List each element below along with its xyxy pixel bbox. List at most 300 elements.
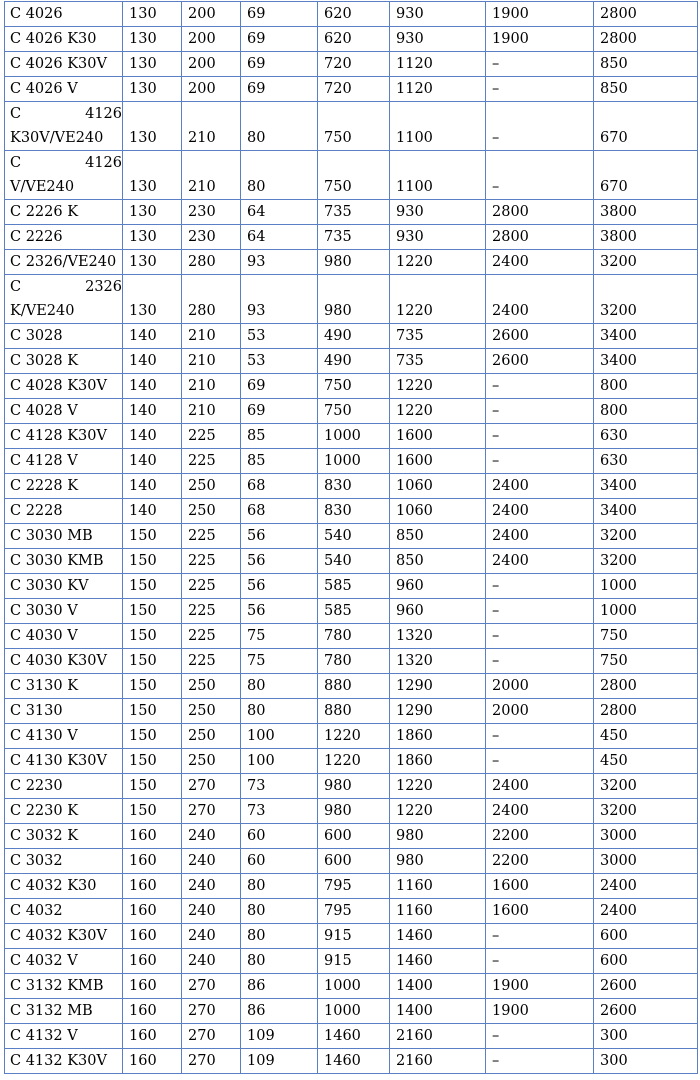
value-cell: 2400 bbox=[486, 499, 594, 524]
value-cell: 2400 bbox=[486, 524, 594, 549]
value-cell: 225 bbox=[182, 574, 241, 599]
value-cell: 270 bbox=[182, 774, 241, 799]
value-cell: 225 bbox=[182, 649, 241, 674]
value-cell: 130 bbox=[123, 27, 182, 52]
designation-cell: C 4126 K30V/VE240 bbox=[5, 102, 123, 151]
value-cell: 930 bbox=[390, 2, 486, 27]
value-cell: 130 bbox=[123, 225, 182, 250]
value-cell: 2160 bbox=[390, 1024, 486, 1049]
value-cell: – bbox=[486, 1049, 594, 1074]
value-cell: 68 bbox=[241, 499, 318, 524]
value-cell: 69 bbox=[241, 374, 318, 399]
value-cell: 735 bbox=[318, 225, 390, 250]
value-cell: 3800 bbox=[594, 225, 698, 250]
designation-cell: C 2226 bbox=[5, 225, 123, 250]
value-cell: 670 bbox=[594, 151, 698, 200]
value-cell: 735 bbox=[390, 349, 486, 374]
value-cell: 225 bbox=[182, 624, 241, 649]
designation-cell: C 3032 bbox=[5, 849, 123, 874]
designation-cell: C 4026 K30 bbox=[5, 27, 123, 52]
value-cell: 160 bbox=[123, 999, 182, 1024]
designation-cell: C 3030 KV bbox=[5, 574, 123, 599]
value-cell: 750 bbox=[318, 102, 390, 151]
designation-cell: C 2230 K bbox=[5, 799, 123, 824]
table-row bbox=[5, 275, 698, 324]
value-cell: 620 bbox=[318, 27, 390, 52]
value-cell: 300 bbox=[594, 1024, 698, 1049]
value-cell: 140 bbox=[123, 449, 182, 474]
value-cell: 53 bbox=[241, 324, 318, 349]
value-cell: 85 bbox=[241, 424, 318, 449]
value-cell: 800 bbox=[594, 374, 698, 399]
table-row bbox=[5, 849, 698, 874]
value-cell: 53 bbox=[241, 349, 318, 374]
value-cell: – bbox=[486, 599, 594, 624]
value-cell: 780 bbox=[318, 649, 390, 674]
value-cell: 60 bbox=[241, 824, 318, 849]
value-cell: 250 bbox=[182, 474, 241, 499]
value-cell: 490 bbox=[318, 349, 390, 374]
value-cell: – bbox=[486, 449, 594, 474]
value-cell: 130 bbox=[123, 2, 182, 27]
value-cell: 140 bbox=[123, 424, 182, 449]
designation-cell: C 4026 V bbox=[5, 77, 123, 102]
value-cell: 250 bbox=[182, 699, 241, 724]
value-cell: – bbox=[486, 399, 594, 424]
value-cell: 160 bbox=[123, 849, 182, 874]
designation-cell: C 2228 bbox=[5, 499, 123, 524]
value-cell: 200 bbox=[182, 2, 241, 27]
value-cell: 2800 bbox=[594, 674, 698, 699]
value-cell: 60 bbox=[241, 849, 318, 874]
designation-cell: C 4130 V bbox=[5, 724, 123, 749]
value-cell: 140 bbox=[123, 374, 182, 399]
value-cell: 56 bbox=[241, 599, 318, 624]
value-cell: 160 bbox=[123, 924, 182, 949]
value-cell: 80 bbox=[241, 674, 318, 699]
value-cell: 225 bbox=[182, 524, 241, 549]
designation-cell: C 4026 K30V bbox=[5, 52, 123, 77]
value-cell: 3400 bbox=[594, 499, 698, 524]
value-cell: 140 bbox=[123, 474, 182, 499]
value-cell: 1220 bbox=[390, 374, 486, 399]
value-cell: 69 bbox=[241, 27, 318, 52]
value-cell: 800 bbox=[594, 399, 698, 424]
value-cell: 200 bbox=[182, 77, 241, 102]
value-cell: 140 bbox=[123, 499, 182, 524]
value-cell: 850 bbox=[594, 52, 698, 77]
value-cell: 3000 bbox=[594, 849, 698, 874]
value-cell: 240 bbox=[182, 924, 241, 949]
value-cell: 3400 bbox=[594, 474, 698, 499]
value-cell: 600 bbox=[318, 824, 390, 849]
table-row bbox=[5, 1024, 698, 1049]
value-cell: 1900 bbox=[486, 27, 594, 52]
designation-cell: C 3132 MB bbox=[5, 999, 123, 1024]
value-cell: 1320 bbox=[390, 624, 486, 649]
value-cell: 450 bbox=[594, 724, 698, 749]
value-cell: 150 bbox=[123, 674, 182, 699]
value-cell: 130 bbox=[123, 151, 182, 200]
value-cell: 3200 bbox=[594, 549, 698, 574]
table-row bbox=[5, 699, 698, 724]
value-cell: 130 bbox=[123, 77, 182, 102]
value-cell: 880 bbox=[318, 674, 390, 699]
value-cell: 130 bbox=[123, 200, 182, 225]
value-cell: 1100 bbox=[390, 151, 486, 200]
bearing-spec-table bbox=[4, 1, 698, 1074]
value-cell: 64 bbox=[241, 200, 318, 225]
value-cell: 100 bbox=[241, 724, 318, 749]
value-cell: 210 bbox=[182, 399, 241, 424]
table-row bbox=[5, 1049, 698, 1074]
value-cell: 3800 bbox=[594, 200, 698, 225]
value-cell: 1220 bbox=[318, 749, 390, 774]
value-cell: 630 bbox=[594, 424, 698, 449]
value-cell: 620 bbox=[318, 2, 390, 27]
value-cell: 69 bbox=[241, 2, 318, 27]
value-cell: 1220 bbox=[390, 399, 486, 424]
value-cell: 160 bbox=[123, 974, 182, 999]
value-cell: 80 bbox=[241, 151, 318, 200]
table-row bbox=[5, 599, 698, 624]
value-cell: 1120 bbox=[390, 52, 486, 77]
designation-cell: C 4128 V bbox=[5, 449, 123, 474]
value-cell: 750 bbox=[594, 624, 698, 649]
value-cell: 1000 bbox=[318, 974, 390, 999]
value-cell: 1220 bbox=[390, 799, 486, 824]
value-cell: 85 bbox=[241, 449, 318, 474]
designation-cell: C 3130 K bbox=[5, 674, 123, 699]
table-row bbox=[5, 200, 698, 225]
value-cell: 150 bbox=[123, 549, 182, 574]
value-cell: 850 bbox=[390, 524, 486, 549]
value-cell: 2400 bbox=[594, 899, 698, 924]
value-cell: 1400 bbox=[390, 999, 486, 1024]
designation-cell: C 4032 K30V bbox=[5, 924, 123, 949]
value-cell: 73 bbox=[241, 774, 318, 799]
value-cell: 980 bbox=[318, 275, 390, 324]
value-cell: 750 bbox=[318, 151, 390, 200]
designation-cell: C 4132 K30V bbox=[5, 1049, 123, 1074]
value-cell: 585 bbox=[318, 599, 390, 624]
value-cell: 585 bbox=[318, 574, 390, 599]
designation-cell: C 4026 bbox=[5, 2, 123, 27]
designation-cell: C 4028 K30V bbox=[5, 374, 123, 399]
value-cell: – bbox=[486, 924, 594, 949]
table-row bbox=[5, 52, 698, 77]
table-row bbox=[5, 324, 698, 349]
designation-cell: C 4032 K30 bbox=[5, 874, 123, 899]
designation-cell: C 4128 K30V bbox=[5, 424, 123, 449]
value-cell: 490 bbox=[318, 324, 390, 349]
table-row bbox=[5, 649, 698, 674]
value-cell: 300 bbox=[594, 1049, 698, 1074]
value-cell: 250 bbox=[182, 674, 241, 699]
value-cell: 1900 bbox=[486, 974, 594, 999]
value-cell: 150 bbox=[123, 599, 182, 624]
value-cell: 280 bbox=[182, 275, 241, 324]
value-cell: 230 bbox=[182, 225, 241, 250]
value-cell: 930 bbox=[390, 27, 486, 52]
designation-cell: C 3132 KMB bbox=[5, 974, 123, 999]
value-cell: 3400 bbox=[594, 349, 698, 374]
table-row bbox=[5, 549, 698, 574]
value-cell: 130 bbox=[123, 52, 182, 77]
value-cell: 850 bbox=[390, 549, 486, 574]
value-cell: 3200 bbox=[594, 250, 698, 275]
table-row bbox=[5, 874, 698, 899]
table-row bbox=[5, 974, 698, 999]
value-cell: 2400 bbox=[486, 250, 594, 275]
value-cell: 3200 bbox=[594, 275, 698, 324]
value-cell: 86 bbox=[241, 999, 318, 1024]
designation-cell: C 4126 V/VE240 bbox=[5, 151, 123, 200]
designation-cell: C 2326/VE240 bbox=[5, 250, 123, 275]
value-cell: 2200 bbox=[486, 824, 594, 849]
value-cell: 915 bbox=[318, 949, 390, 974]
designation-cell: C 2326 K/VE240 bbox=[5, 275, 123, 324]
value-cell: – bbox=[486, 1024, 594, 1049]
value-cell: 270 bbox=[182, 799, 241, 824]
value-cell: 109 bbox=[241, 1049, 318, 1074]
value-cell: 93 bbox=[241, 275, 318, 324]
value-cell: 830 bbox=[318, 474, 390, 499]
designation-cell: C 4032 bbox=[5, 899, 123, 924]
value-cell: 75 bbox=[241, 649, 318, 674]
value-cell: 750 bbox=[318, 399, 390, 424]
value-cell: 880 bbox=[318, 699, 390, 724]
value-cell: 2160 bbox=[390, 1049, 486, 1074]
table-row bbox=[5, 949, 698, 974]
designation-cell: C 3028 K bbox=[5, 349, 123, 374]
value-cell: 2400 bbox=[486, 275, 594, 324]
table-row bbox=[5, 999, 698, 1024]
value-cell: 250 bbox=[182, 499, 241, 524]
value-cell: 130 bbox=[123, 250, 182, 275]
value-cell: 56 bbox=[241, 524, 318, 549]
value-cell: – bbox=[486, 949, 594, 974]
table-row bbox=[5, 449, 698, 474]
table-row bbox=[5, 151, 698, 200]
value-cell: 1900 bbox=[486, 2, 594, 27]
value-cell: 600 bbox=[318, 849, 390, 874]
value-cell: 780 bbox=[318, 624, 390, 649]
table-row bbox=[5, 499, 698, 524]
value-cell: 670 bbox=[594, 102, 698, 151]
value-cell: 630 bbox=[594, 449, 698, 474]
value-cell: 2800 bbox=[594, 2, 698, 27]
value-cell: 240 bbox=[182, 874, 241, 899]
value-cell: 69 bbox=[241, 52, 318, 77]
value-cell: 69 bbox=[241, 399, 318, 424]
value-cell: 2600 bbox=[486, 349, 594, 374]
value-cell: 150 bbox=[123, 774, 182, 799]
value-cell: 915 bbox=[318, 924, 390, 949]
value-cell: 450 bbox=[594, 749, 698, 774]
value-cell: 93 bbox=[241, 250, 318, 275]
table-row bbox=[5, 524, 698, 549]
value-cell: 960 bbox=[390, 574, 486, 599]
value-cell: 750 bbox=[318, 374, 390, 399]
value-cell: 3200 bbox=[594, 799, 698, 824]
value-cell: 1000 bbox=[594, 574, 698, 599]
value-cell: 150 bbox=[123, 749, 182, 774]
table-row bbox=[5, 574, 698, 599]
value-cell: 2000 bbox=[486, 674, 594, 699]
table-row bbox=[5, 77, 698, 102]
value-cell: 1460 bbox=[318, 1024, 390, 1049]
value-cell: 225 bbox=[182, 599, 241, 624]
value-cell: 150 bbox=[123, 724, 182, 749]
table-row bbox=[5, 474, 698, 499]
value-cell: 109 bbox=[241, 1024, 318, 1049]
value-cell: 150 bbox=[123, 799, 182, 824]
value-cell: – bbox=[486, 649, 594, 674]
table-row bbox=[5, 2, 698, 27]
value-cell: 1460 bbox=[390, 924, 486, 949]
value-cell: 270 bbox=[182, 974, 241, 999]
table-row bbox=[5, 924, 698, 949]
value-cell: 130 bbox=[123, 102, 182, 151]
value-cell: 80 bbox=[241, 924, 318, 949]
value-cell: 1000 bbox=[318, 449, 390, 474]
value-cell: – bbox=[486, 724, 594, 749]
value-cell: 160 bbox=[123, 1024, 182, 1049]
table-body bbox=[5, 2, 698, 1074]
value-cell: 2600 bbox=[594, 974, 698, 999]
designation-cell: C 4032 V bbox=[5, 949, 123, 974]
value-cell: 225 bbox=[182, 424, 241, 449]
value-cell: 1460 bbox=[390, 949, 486, 974]
value-cell: 240 bbox=[182, 899, 241, 924]
value-cell: 1220 bbox=[390, 275, 486, 324]
value-cell: 1160 bbox=[390, 899, 486, 924]
value-cell: 600 bbox=[594, 924, 698, 949]
table-row bbox=[5, 250, 698, 275]
value-cell: 1320 bbox=[390, 649, 486, 674]
value-cell: 80 bbox=[241, 102, 318, 151]
value-cell: 1290 bbox=[390, 674, 486, 699]
value-cell: 980 bbox=[318, 250, 390, 275]
value-cell: 720 bbox=[318, 77, 390, 102]
value-cell: 1860 bbox=[390, 724, 486, 749]
value-cell: 64 bbox=[241, 225, 318, 250]
value-cell: 140 bbox=[123, 349, 182, 374]
value-cell: 150 bbox=[123, 624, 182, 649]
designation-cell: C 3130 bbox=[5, 699, 123, 724]
value-cell: 1600 bbox=[486, 899, 594, 924]
value-cell: 1000 bbox=[318, 999, 390, 1024]
value-cell: 795 bbox=[318, 874, 390, 899]
designation-cell: C 3028 bbox=[5, 324, 123, 349]
value-cell: 240 bbox=[182, 824, 241, 849]
value-cell: 980 bbox=[318, 799, 390, 824]
table-row bbox=[5, 399, 698, 424]
value-cell: 80 bbox=[241, 949, 318, 974]
value-cell: 960 bbox=[390, 599, 486, 624]
value-cell: 69 bbox=[241, 77, 318, 102]
designation-cell: C 4130 K30V bbox=[5, 749, 123, 774]
value-cell: 1160 bbox=[390, 874, 486, 899]
value-cell: 850 bbox=[594, 77, 698, 102]
designation-cell: C 3030 KMB bbox=[5, 549, 123, 574]
value-cell: – bbox=[486, 624, 594, 649]
value-cell: 1120 bbox=[390, 77, 486, 102]
value-cell: 930 bbox=[390, 200, 486, 225]
value-cell: 130 bbox=[123, 275, 182, 324]
value-cell: – bbox=[486, 102, 594, 151]
table-row bbox=[5, 774, 698, 799]
value-cell: 160 bbox=[123, 899, 182, 924]
value-cell: 3000 bbox=[594, 824, 698, 849]
value-cell: – bbox=[486, 77, 594, 102]
value-cell: 225 bbox=[182, 449, 241, 474]
table-row bbox=[5, 799, 698, 824]
value-cell: 2600 bbox=[594, 999, 698, 1024]
value-cell: 540 bbox=[318, 524, 390, 549]
value-cell: 250 bbox=[182, 724, 241, 749]
value-cell: 3200 bbox=[594, 524, 698, 549]
table-row bbox=[5, 225, 698, 250]
value-cell: 3400 bbox=[594, 324, 698, 349]
value-cell: 150 bbox=[123, 524, 182, 549]
table-row bbox=[5, 424, 698, 449]
value-cell: 930 bbox=[390, 225, 486, 250]
value-cell: 210 bbox=[182, 349, 241, 374]
table-row bbox=[5, 102, 698, 151]
value-cell: 140 bbox=[123, 324, 182, 349]
table-row bbox=[5, 374, 698, 399]
value-cell: – bbox=[486, 749, 594, 774]
value-cell: 160 bbox=[123, 824, 182, 849]
value-cell: 1600 bbox=[390, 424, 486, 449]
value-cell: 795 bbox=[318, 899, 390, 924]
value-cell: 750 bbox=[594, 649, 698, 674]
value-cell: 1460 bbox=[318, 1049, 390, 1074]
designation-cell: C 2226 K bbox=[5, 200, 123, 225]
value-cell: 56 bbox=[241, 549, 318, 574]
table-row bbox=[5, 824, 698, 849]
value-cell: 1220 bbox=[390, 250, 486, 275]
designation-cell: C 4028 V bbox=[5, 399, 123, 424]
value-cell: 150 bbox=[123, 649, 182, 674]
value-cell: 1060 bbox=[390, 499, 486, 524]
table-row bbox=[5, 349, 698, 374]
value-cell: 150 bbox=[123, 574, 182, 599]
value-cell: 2600 bbox=[486, 324, 594, 349]
value-cell: 56 bbox=[241, 574, 318, 599]
value-cell: 1060 bbox=[390, 474, 486, 499]
value-cell: 210 bbox=[182, 151, 241, 200]
value-cell: 240 bbox=[182, 949, 241, 974]
value-cell: – bbox=[486, 424, 594, 449]
value-cell: 270 bbox=[182, 1024, 241, 1049]
value-cell: 1000 bbox=[594, 599, 698, 624]
value-cell: 200 bbox=[182, 52, 241, 77]
value-cell: 210 bbox=[182, 102, 241, 151]
value-cell: – bbox=[486, 574, 594, 599]
value-cell: 1220 bbox=[390, 774, 486, 799]
value-cell: 1860 bbox=[390, 749, 486, 774]
value-cell: 1600 bbox=[390, 449, 486, 474]
value-cell: 210 bbox=[182, 324, 241, 349]
value-cell: 1400 bbox=[390, 974, 486, 999]
value-cell: 250 bbox=[182, 749, 241, 774]
designation-cell: C 4132 V bbox=[5, 1024, 123, 1049]
value-cell: 2800 bbox=[594, 27, 698, 52]
value-cell: 980 bbox=[390, 824, 486, 849]
